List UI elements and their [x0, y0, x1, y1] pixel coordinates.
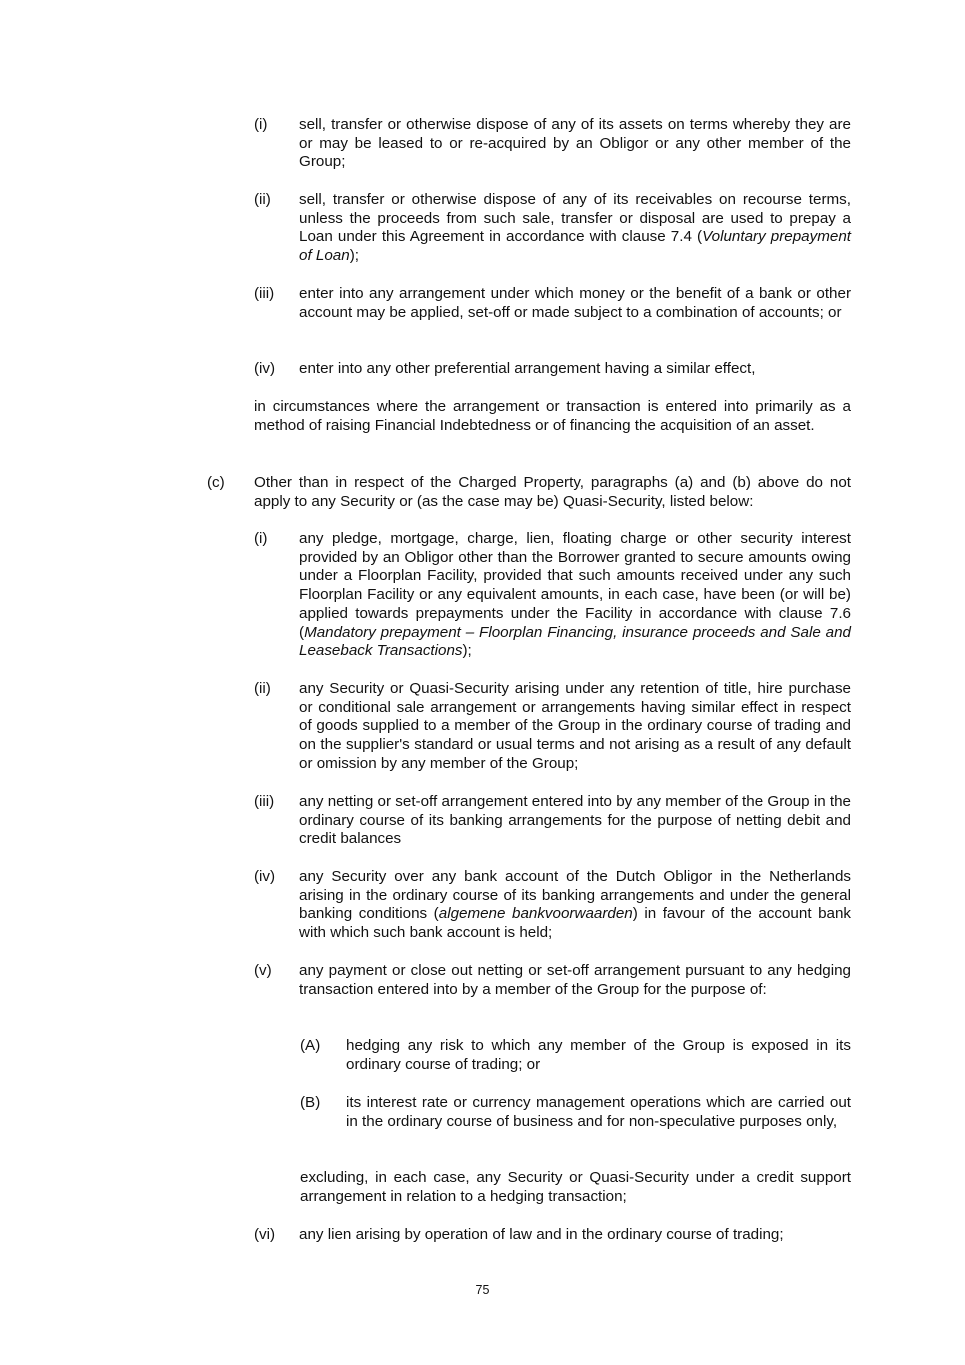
list-item — [254, 1226, 851, 1245]
paragraph-c — [207, 474, 851, 511]
list-item — [254, 360, 851, 379]
item-label: (iv) — [254, 360, 276, 377]
list-item — [254, 530, 851, 661]
italic-text: Voluntary prepayment of Loan — [299, 228, 851, 265]
item-text: any payment or close out netting or set-off arrangement pursuant to any hedging transaction entered into by a member of the Group for the purpose of: — [299, 962, 851, 998]
item-label: (iii) — [254, 285, 275, 302]
item-text: enter into any other preferential arrangement having a similar effect, — [299, 360, 756, 377]
list-item — [254, 191, 851, 266]
item-text: any Security or Quasi-Security arising under any retention of title, hire purchase or conditional sale arrangement or arrangements having similar effect in respect of goods supplied to a member of the Group in the ordinary course of trading and on the supplier's standard or usual terms and not arising as a result of any default or omission by any member of the Group; — [299, 680, 851, 772]
item-label: (i) — [254, 116, 268, 133]
item-text: any netting or set-off arrangement entered into by any member of the Group in the ordinary course of its banking arrangements for the purpose of netting debit and credit balances — [299, 793, 851, 848]
item-text: its interest rate or currency management operations which are carried out in the ordinary course of business and for non-speculative purposes only, — [346, 1094, 851, 1130]
list-item — [254, 962, 851, 999]
item-label: (i) — [254, 530, 268, 547]
item-label: (A) — [300, 1037, 321, 1054]
list-item — [254, 285, 851, 322]
sub-list-item — [300, 1094, 851, 1131]
closing-paragraph-c-v: excluding, in each case, any Security or Quasi-Security under a credit support arrangement in relation to a hedging transaction; — [300, 1169, 851, 1205]
page-number: 75 — [475, 1283, 490, 1297]
item-text: any lien arising by operation of law and in the ordinary course of trading; — [299, 1226, 784, 1243]
item-label: (ii) — [254, 191, 271, 208]
item-label: (ii) — [254, 680, 271, 697]
item-text: any pledge, mortgage, charge, lien, floating charge or other security interest provided by an Obligor other than the Borrower granted to secure amounts owing under a Floorplan Facility, provided that such amounts received under any such Floorplan Facility or any equivalent amounts, in each case, have been (or will be) applied towards prepayments under the Facility in accordance with clause 7.6 (Mandatory prepayment – Floorplan Financing, insurance proceeds and Sale and Leaseback Transactions); — [299, 530, 851, 660]
closing-paragraph-b: in circumstances where the arrangement or transaction is entered into primarily as a method of raising Financial Indebtedness or of financing the acquisition of an asset. — [254, 398, 851, 434]
item-text: sell, transfer or otherwise dispose of any of its receivables on recourse terms, unless the proceeds from such sale, transfer or disposal are used to prepay a Loan under this Agreement in accordance with clause 7.4 (Voluntary prepayment of Loan); — [299, 191, 851, 265]
list-item — [254, 680, 851, 774]
paragraph-label: (c) — [207, 474, 225, 491]
item-label: (iii) — [254, 793, 275, 810]
item-label: (v) — [254, 962, 272, 979]
item-label: (B) — [300, 1094, 321, 1111]
list-item — [254, 793, 851, 849]
italic-text: Mandatory prepayment – Floorplan Financing, insurance proceeds and Sale and Leaseback Transactions — [299, 623, 851, 660]
item-label: (iv) — [254, 868, 276, 885]
item-text: enter into any arrangement under which money or the benefit of a bank or other account may be applied, set-off or made subject to a combination of accounts; or — [299, 285, 851, 321]
item-label: (vi) — [254, 1226, 276, 1243]
item-text: sell, transfer or otherwise dispose of any of its assets on terms whereby they are or may be leased to or re-acquired by an Obligor or any other member of the Group; — [299, 116, 851, 171]
item-text: hedging any risk to which any member of the Group is exposed in its ordinary course of trading; or — [346, 1037, 851, 1073]
item-text: any Security over any bank account of the Dutch Obligor in the Netherlands arising in the ordinary course of its banking arrangements and under the general banking conditions (algemene bankvoorwaarden) in favour of the account bank with which such bank account is held; — [299, 868, 852, 942]
italic-text: algemene bankvoorwaarden — [438, 905, 633, 923]
sub-list-item — [300, 1037, 851, 1074]
paragraph-text: Other than in respect of the Charged Property, paragraphs (a) and (b) above do not apply to any Security or (as the case may be) Quasi-Security, listed below: — [254, 474, 851, 510]
list-item — [254, 868, 851, 943]
list-item — [254, 116, 851, 172]
